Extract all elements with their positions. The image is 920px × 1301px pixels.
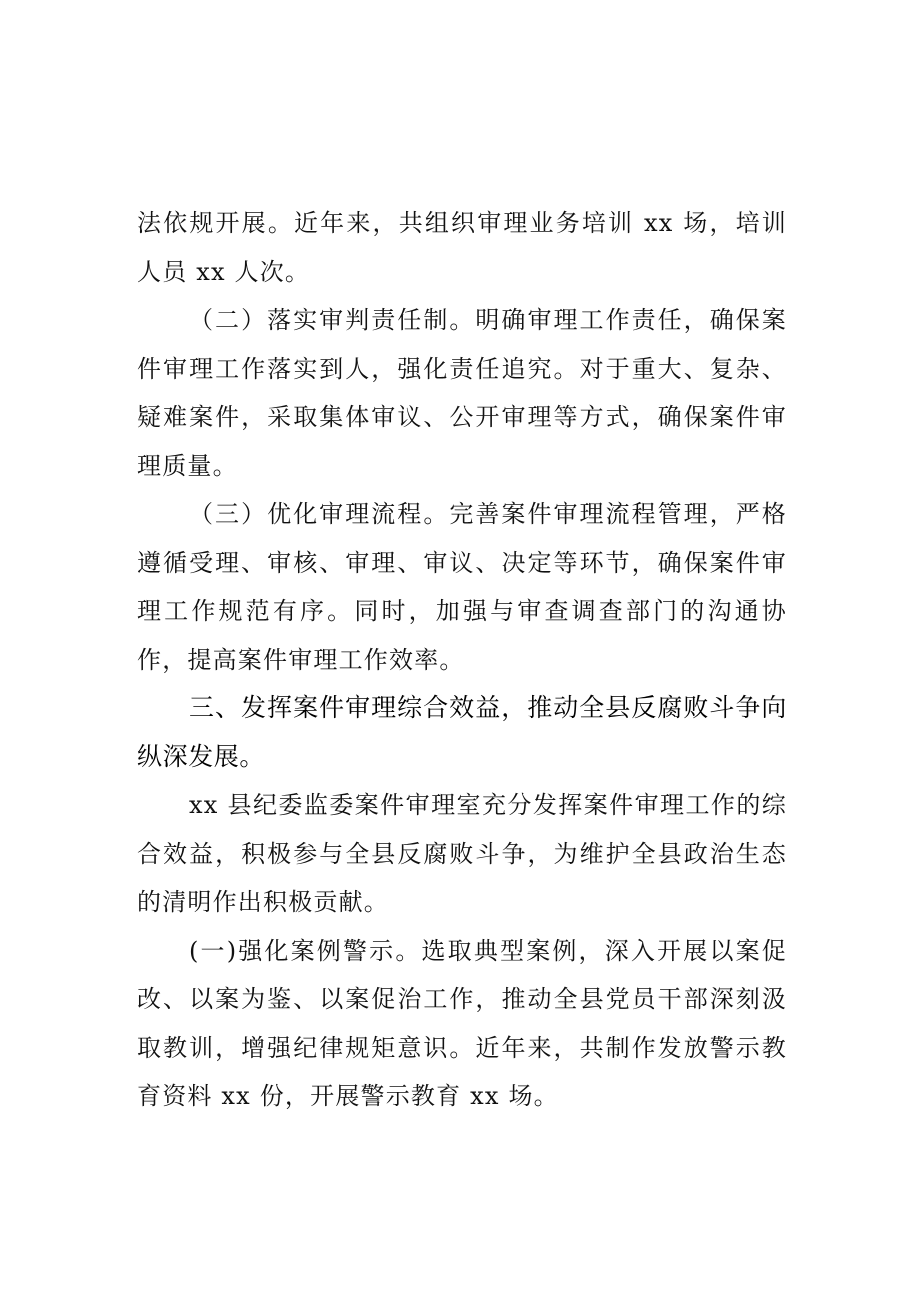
document-body [137,199,787,1121]
paragraph-section-2: （二）落实审判责任制。明确审理工作责任，确保案件审理工作落实到人，强化责任追究。对于重大、复杂、疑难案件，采取集体审议、公开审理等方式，确保案件审理质量。 [137,306,787,480]
paragraph-continuation: 法依规开展。近年来，共组织审理业务培训 xx 场，培训人员 xx 人次。 [137,209,787,286]
section-heading-3: 三、发挥案件审理综合效益，推动全县反腐败斗争向纵深发展。 [137,693,787,771]
paragraph-intro: xx 县纪委监委案件审理室充分发挥案件审理工作的综合效益，积极参与全县反腐败斗争，为维护全县政治生态的清明作出积极贡献。 [137,791,787,916]
paragraph-section-3: （三）优化审理流程。完善案件审理流程管理，严格遵循受理、审核、审理、审议、决定等环节，确保案件审理工作规范有序。同时，加强与审查调查部门的沟通协作，提高案件审理工作效率。 [137,500,787,674]
paragraph-subsection-1: (一)强化案例警示。选取典型案例，深入开展以案促改、以案为鉴、以案促治工作，推动全县党员干部深刻汲取教训，增强纪律规矩意识。近年来，共制作发放警示教育资料 xx 份，开展警示教育 xx 场。 [137,936,787,1110]
